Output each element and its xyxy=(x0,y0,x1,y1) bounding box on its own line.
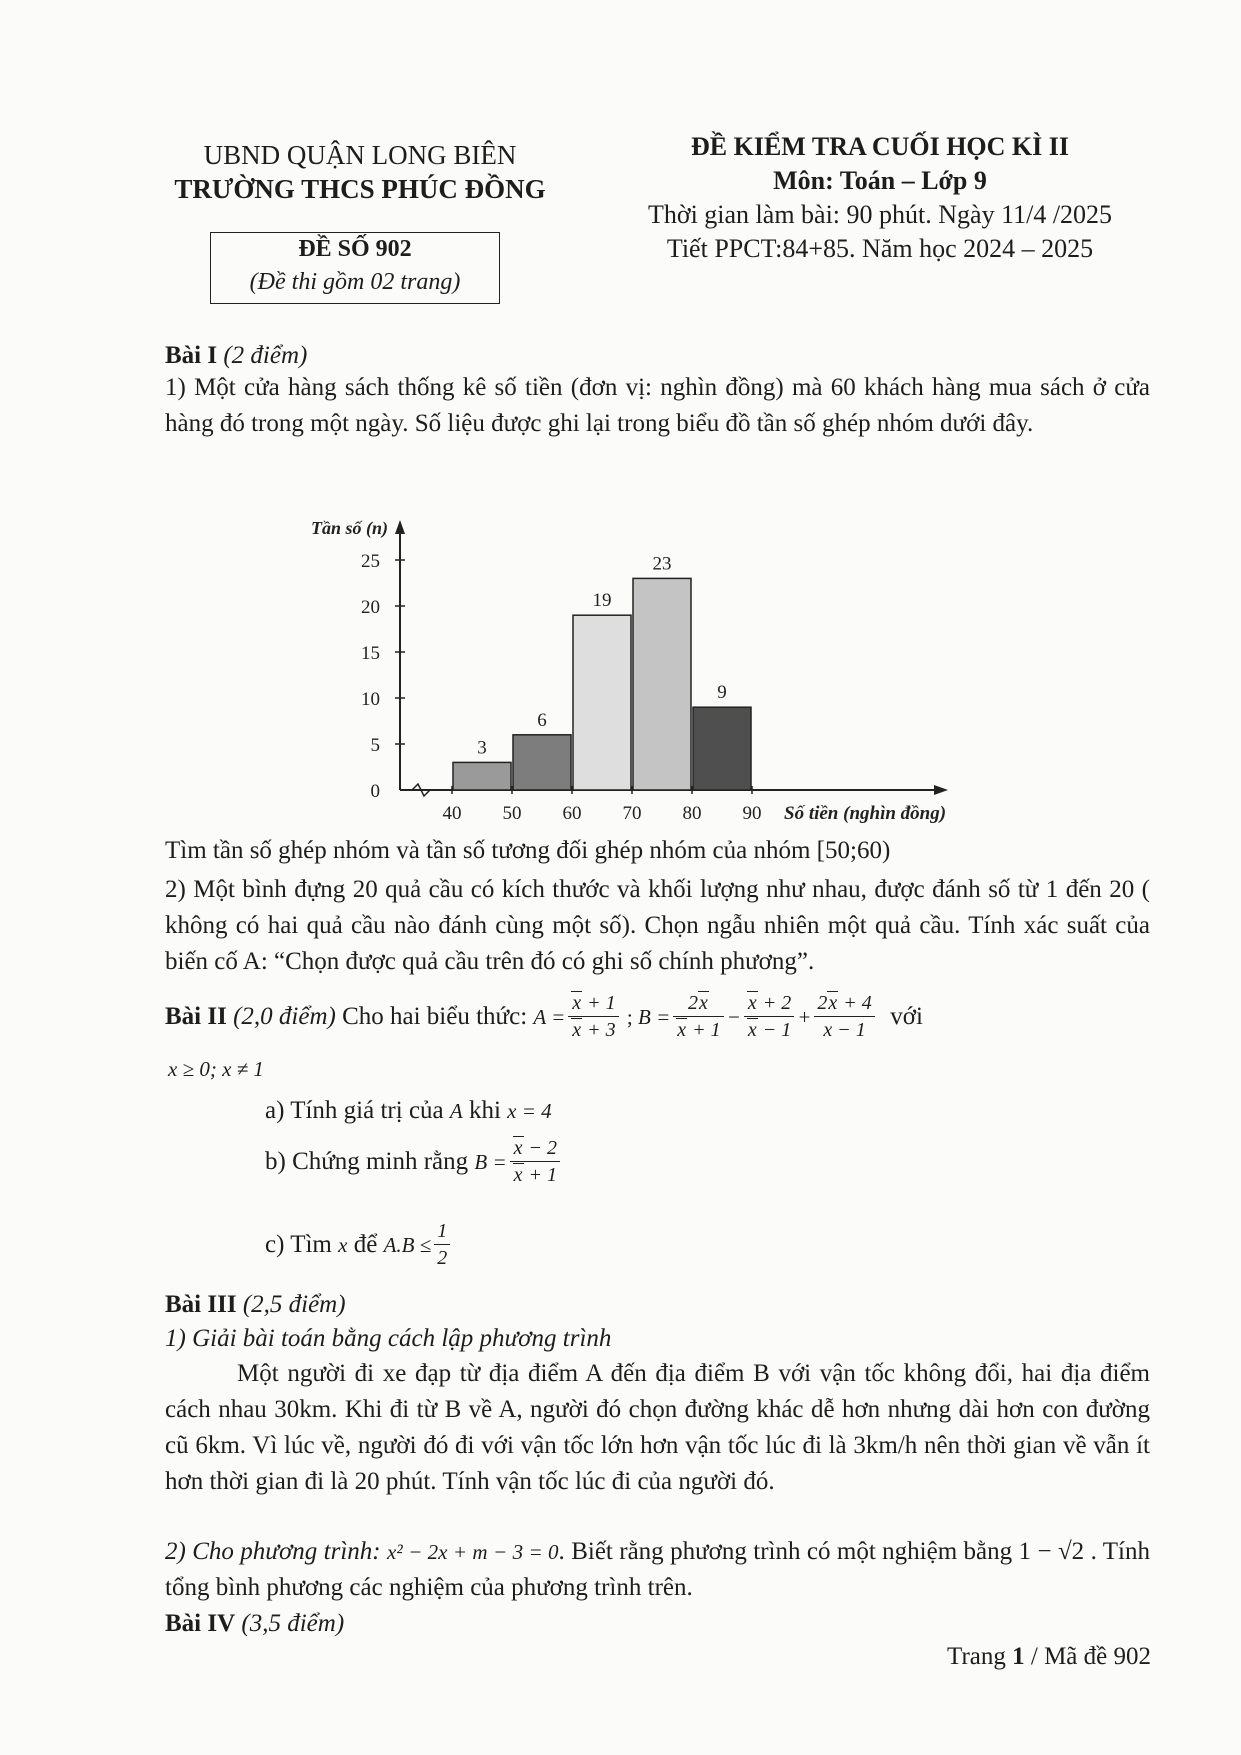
bai1-heading xyxy=(165,338,1150,374)
histogram-bar xyxy=(693,707,751,790)
expr-a-label: A = xyxy=(533,1004,566,1029)
x-tick-label: 80 xyxy=(682,803,702,824)
expr-half: $\frac{1}{2}$ xyxy=(434,1218,450,1271)
bai2-qb: b) Chứng minh rằng B = $\frac{x - 2}{x + 1}$ xyxy=(265,1135,1065,1188)
page-footer: Trang 1 / Mã đề 902 xyxy=(947,1643,1151,1670)
y-tick-label: 15 xyxy=(361,643,380,664)
expr-b-frac3: $\frac{2x + 4}{x - 1}$ xyxy=(814,990,874,1043)
histogram-bar xyxy=(573,615,631,790)
y-axis-arrow xyxy=(395,520,405,534)
expr-b-result: $\frac{x - 2}{x + 1}$ xyxy=(510,1135,560,1188)
x-tick-label: 90 xyxy=(742,803,762,824)
expr-b-label: B = xyxy=(638,1004,671,1029)
bai2-heading: Bài II (2,0 điểm) Cho hai biểu thức: A = $\frac{x + 1}{x + 3}$ ; B = $\frac{2x}{x + 1}$ − $\frac{x + 2}{x - 1}$ + $\frac{2x + 4}{x - 1}$ với xyxy=(165,992,923,1041)
x-tick-label: 70 xyxy=(622,803,642,824)
bai2-title: Bài II xyxy=(165,1002,227,1030)
y-tick-label: 20 xyxy=(361,597,380,618)
bar-value-label: 3 xyxy=(477,737,487,759)
x-axis-title: Số tiền (nghìn đồng) xyxy=(784,803,947,824)
bai4-heading: Bài IV (3,5 điểm) xyxy=(165,1610,345,1637)
bai1-q1: Tìm tần số ghép nhóm và tần số tương đối ghép nhóm của nhóm [50;60) xyxy=(165,837,891,864)
period-info: Tiết PPCT:84+85. Năm học 2024 – 2025 xyxy=(666,234,1094,263)
x-tick-label: 60 xyxy=(562,803,582,824)
expr-b-frac1: $\frac{2x}{x + 1}$ xyxy=(673,990,723,1043)
bai3-heading: Bài III (2,5 điểm) xyxy=(165,1291,346,1318)
y-tick-label: 5 xyxy=(370,735,380,756)
exam-code: ĐỀ SỐ 902 xyxy=(298,236,412,262)
bai1-p2: 2) Một bình đựng 20 quả cầu có kích thước và khối lượng như nhau, được đánh số từ 1 đến 20 ( không có hai quả cầu nào đánh cùng một số). Chọn ngẫu nhiên một quả cầu. Tính xác suất của biến cố A: “Chọn được quả cầu trên đó có ghi số chính phương”. xyxy=(165,876,1150,975)
school-name: TRƯỜNG THCS PHÚC ĐỒNG xyxy=(174,174,546,204)
bar-value-label: 19 xyxy=(592,590,612,612)
y-tick-label: 0 xyxy=(370,781,380,802)
bai2-intro: Cho hai biểu thức: xyxy=(342,1002,528,1030)
header-right xyxy=(600,130,1160,266)
x-tick-label: 40 xyxy=(442,803,462,824)
bai1-p1: 1) Một cửa hàng sách thống kê số tiền (đơn vị: nghìn đồng) mà 60 khách hàng mua sách ở cửa hàng đó trong một ngày. Số liệu được ghi lại trong biểu đồ tần số ghép nhóm dưới đây. xyxy=(165,374,1150,437)
bai2-points: (2,0 điểm) xyxy=(233,1002,336,1030)
y-tick-label: 25 xyxy=(361,551,380,572)
x-tick-label: 50 xyxy=(502,803,522,824)
y-tick-label: 10 xyxy=(361,689,380,710)
bai1-points: (2 điểm) xyxy=(223,342,308,369)
bai2-qa: a) Tính giá trị của A khi x = 4 xyxy=(265,1097,552,1124)
histogram-bar xyxy=(453,762,511,790)
bar-value-label: 23 xyxy=(652,553,672,575)
exam-code-box xyxy=(210,232,500,304)
bai1-title: Bài I xyxy=(165,342,218,369)
bar-value-label: 9 xyxy=(717,682,727,704)
expr-b-frac2: $\frac{x + 2}{x - 1}$ xyxy=(744,990,794,1043)
x-axis-arrow xyxy=(934,785,948,795)
pages-note: (Đề thi gồm 02 trang) xyxy=(249,269,461,295)
time-info: Thời gian làm bài: 90 phút. Ngày 11/4 /2025 xyxy=(647,200,1113,229)
header-left xyxy=(150,138,570,206)
bai2-qc: c) Tìm x để A.B ≤ $\frac{1}{2}$ xyxy=(265,1218,1065,1271)
bai3-p1: Một người đi xe đạp từ địa điểm A đến địa điểm B với vận tốc không đổi, hai địa điểm cách nhau 30km. Khi đi từ B về A, người đó chọn đường khác dễ hơn nhưng dài hơn con đường cũ 6km. Vì lúc về, người đó đi với vận tốc lớn hơn vận tốc lúc đi là 3km/h nên thời gian về vẫn ít hơn thời gian đi là 20 phút. Tính vận tốc lúc đi của người đó. xyxy=(165,1360,1150,1495)
subject: Môn: Toán – Lớp 9 xyxy=(773,166,987,195)
histogram-chart xyxy=(280,508,1000,828)
bar-value-label: 6 xyxy=(537,709,547,731)
exam-title: ĐỀ KIỂM TRA CUỐI HỌC KÌ II xyxy=(690,132,1070,161)
y-axis-title: Tần số (n) xyxy=(310,518,388,538)
bai2-suffix: với xyxy=(890,1002,923,1030)
histogram-bar xyxy=(513,735,571,790)
bai3-part2: 2) Cho phương trình: x² − 2x + m − 3 = 0. Biết rằng phương trình có một nghiệm bằng 1 − √2 . Tính tổng bình phương các nghiệm của phương trình trên. xyxy=(165,1538,1150,1601)
district-name: UBND QUẬN LONG BIÊN xyxy=(203,140,517,170)
bai3-sub1: 1) Giải bài toán bằng cách lập phương trình xyxy=(165,1325,612,1352)
bai2-condition: x ≥ 0; x ≠ 1 xyxy=(168,1057,264,1081)
histogram-bar xyxy=(633,578,691,790)
expr-a-fraction: $\frac{x + 1}{x + 3}$ xyxy=(568,990,618,1043)
